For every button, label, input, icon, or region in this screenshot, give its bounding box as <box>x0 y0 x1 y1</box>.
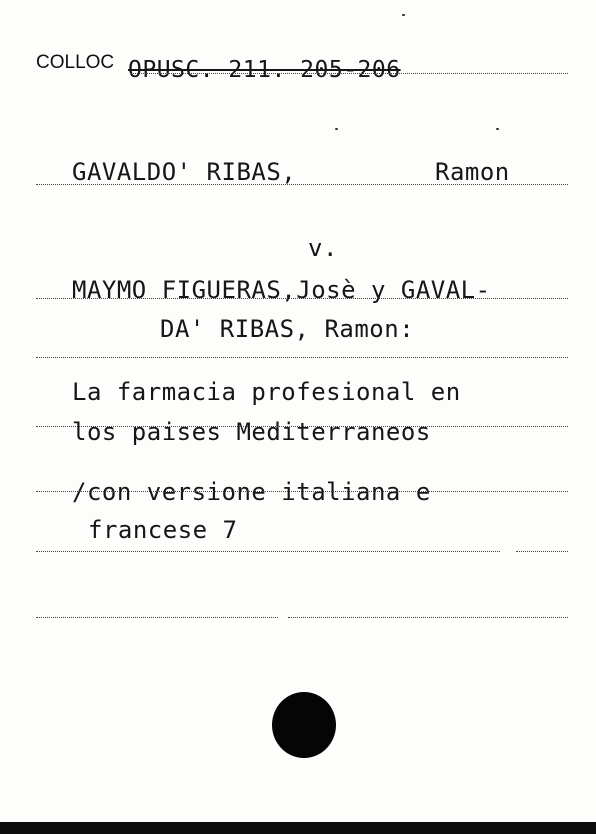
paper-speck <box>496 128 499 130</box>
collection-stamp: COLLOC <box>36 52 115 73</box>
title-line-1: La farmacia profesional en <box>72 378 461 406</box>
coauthors-line-1: MAYMO FIGUERAS,Josè y GAVAL- <box>72 276 491 304</box>
coauthors-line-2: DA' RIBAS, Ramon: <box>160 315 415 343</box>
versus-label: v. <box>308 234 338 262</box>
punch-hole <box>272 692 336 758</box>
blank-rule-1b <box>516 551 568 552</box>
author-surname: GAVALDO' RIBAS, <box>72 158 297 186</box>
author-rule <box>36 184 568 185</box>
coauthors-rule <box>36 298 568 299</box>
note-line-2: francese 7 <box>88 516 238 544</box>
reference-number: OPUSC. 211. 205-206 <box>128 57 401 83</box>
note-rule <box>36 491 568 492</box>
paper-speck <box>402 14 405 16</box>
title-rule <box>36 426 568 427</box>
reference-rule <box>130 73 568 74</box>
note-line-1: /con versione italiana e <box>72 478 431 506</box>
blank-rule-2a <box>36 617 278 618</box>
paper-speck <box>335 128 338 130</box>
blank-rule-1a <box>36 551 500 552</box>
title-line-2: los paises Mediterraneos <box>72 418 431 446</box>
blank-rule-2b <box>288 617 568 618</box>
author-given-name: Ramon <box>435 158 510 186</box>
card-bottom-edge <box>0 822 596 834</box>
section-rule <box>36 357 568 358</box>
